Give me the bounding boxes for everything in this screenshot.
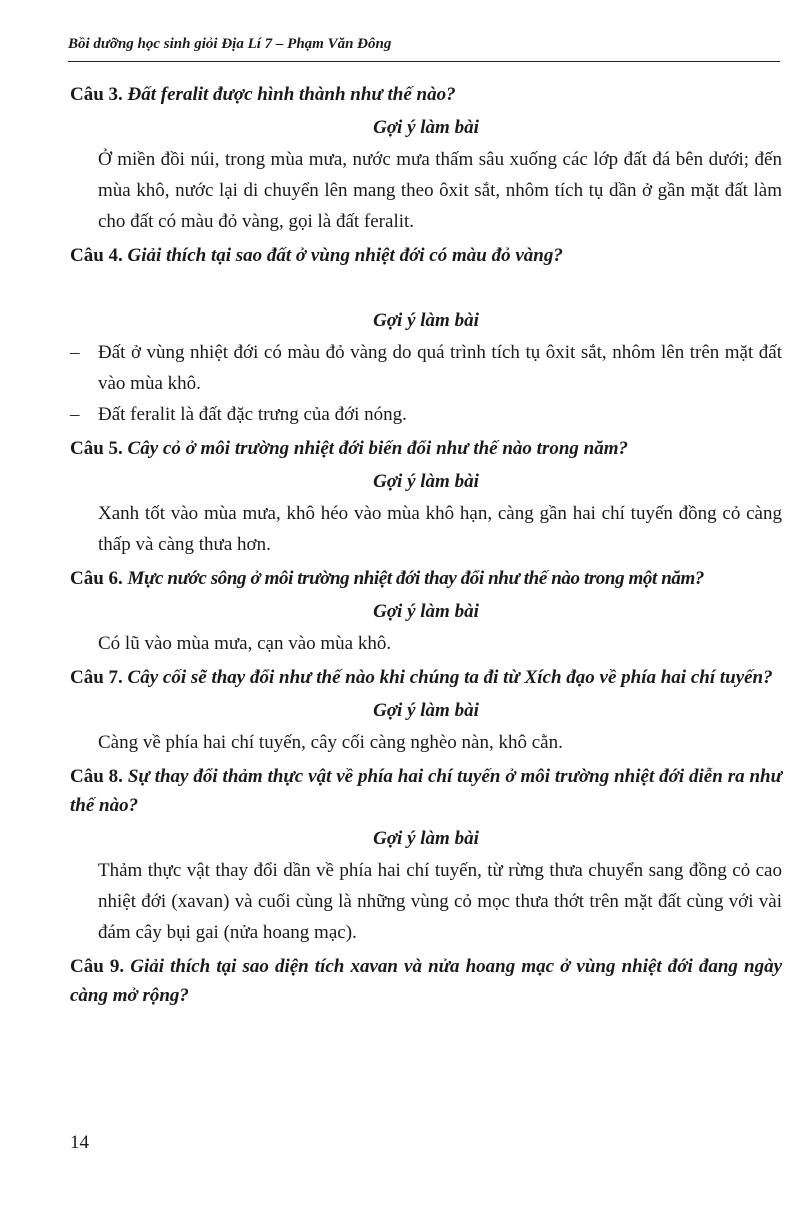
hint-heading: Gợi ý làm bài — [373, 310, 479, 331]
hint-heading: Gợi ý làm bài — [373, 700, 479, 721]
answer-5: Xanh tốt vào mùa mưa, khô héo vào mùa khô hạn, càng gần hai chí tuyến đồng cỏ càng thấp và càng thưa hơn. — [98, 503, 782, 555]
question-number: Câu 8. — [70, 766, 123, 787]
question-text: Sự thay đổi thảm thực vật về phía hai chí tuyến ở môi trường nhiệt đới diễn ra như thế nào? — [70, 766, 782, 816]
bullet-text: Đất ở vùng nhiệt đới có màu đỏ vàng do quá trình tích tụ ôxit sắt, nhôm lên trên mặt đất vào mùa khô. — [98, 342, 782, 394]
hint-heading: Gợi ý làm bài — [373, 117, 479, 138]
hint-heading: Gợi ý làm bài — [373, 601, 479, 622]
question-number: Câu 6. — [70, 568, 123, 589]
answer-3: Ở miền đồi núi, trong mùa mưa, nước mưa thấm sâu xuống các lớp đất đá bên dưới; đến mùa khô, nước lại di chuyển lên mang theo ôxit sắt, nhôm tích tụ dần ở gần mặt đất làm cho đất có màu đỏ vàng, gọi là đất feralit. — [98, 149, 782, 232]
question-9 — [70, 952, 782, 1010]
question-number: Câu 4. — [70, 245, 123, 266]
question-text: Giải thích tại sao diện tích xavan và nửa hoang mạc ở vùng nhiệt đới đang ngày càng mở rộng? — [70, 956, 783, 1006]
question-3 — [70, 80, 782, 109]
hint-heading: Gợi ý làm bài — [373, 471, 479, 492]
answer-4-bullet — [70, 399, 782, 430]
question-4 — [70, 241, 782, 270]
question-number: Câu 3. — [70, 84, 123, 105]
answer-4-bullet — [70, 337, 782, 399]
question-text: Cây cối sẽ thay đổi như thế nào khi chúng ta đi từ Xích đạo về phía hai chí tuyến? — [127, 667, 773, 688]
blank-gap — [70, 270, 782, 302]
question-8 — [70, 762, 782, 820]
answer-6: Có lũ vào mùa mưa, cạn vào mùa khô. — [98, 633, 392, 654]
question-number: Câu 9. — [70, 956, 125, 977]
question-7 — [70, 663, 782, 692]
question-text: Mực nước sông ở môi trường nhiệt đới thay đổi như thế nào trong một năm? — [127, 568, 704, 589]
question-number: Câu 5. — [70, 438, 123, 459]
question-number: Câu 7. — [70, 667, 123, 688]
page-content — [70, 80, 782, 1010]
question-5 — [70, 434, 782, 463]
question-text: Cây cỏ ở môi trường nhiệt đới biến đổi như thế nào trong năm? — [127, 438, 629, 459]
question-text: Đất feralit được hình thành như thế nào? — [127, 84, 456, 105]
dash-marker: – — [70, 342, 80, 363]
page-number: 14 — [70, 1132, 89, 1153]
question-6 — [70, 564, 782, 593]
bullet-text: Đất feralit là đất đặc trưng của đới nóng. — [98, 404, 407, 425]
question-text: Giải thích tại sao đất ở vùng nhiệt đới có màu đỏ vàng? — [127, 245, 563, 266]
running-header: Bồi dưỡng học sinh giỏi Địa Lí 7 – Phạm Văn Đông — [68, 36, 780, 62]
dash-marker: – — [70, 404, 80, 425]
answer-8: Thảm thực vật thay đổi dần về phía hai chí tuyến, từ rừng thưa chuyển sang đồng cỏ cao nhiệt đới (xavan) và cuối cùng là những vùng cỏ mọc thưa thớt trên mặt đất cùng với vài đám cây bụi gai (nửa hoang mạc). — [98, 860, 782, 943]
answer-7: Càng về phía hai chí tuyến, cây cối càng nghèo nàn, khô cằn. — [98, 732, 563, 753]
hint-heading: Gợi ý làm bài — [373, 828, 479, 849]
